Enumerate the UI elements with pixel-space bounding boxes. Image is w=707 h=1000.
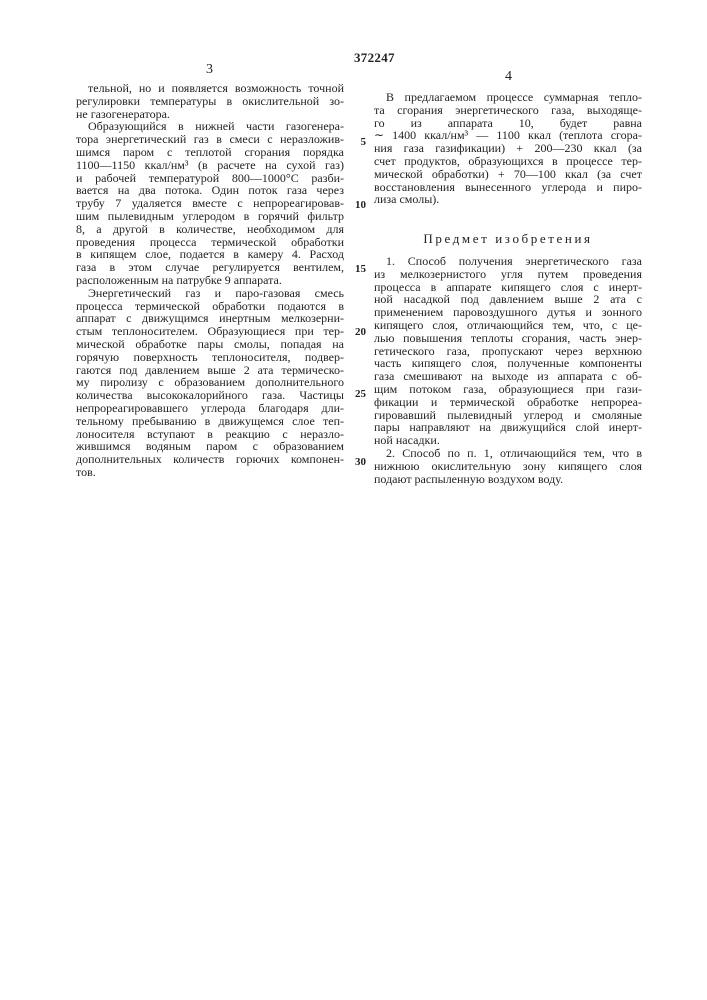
- text-line: Энергетический газ и паро-газовая смесь: [76, 287, 344, 300]
- line-number: 5: [346, 136, 366, 148]
- text-line: подают распыленную воздухом воду.: [374, 473, 642, 486]
- text-line: та сгорания энергетического газа, выходяще-: [374, 104, 642, 117]
- text-line: лью повышения теплоты сгорания, часть энер-: [374, 332, 642, 345]
- patent-number: 372247: [354, 50, 395, 66]
- paragraph: [76, 287, 344, 479]
- text-line: щим потоком газа, образующиеся при гази-: [374, 383, 642, 396]
- text-line: горячую поверхность теплоносителя, подвер-: [76, 351, 344, 364]
- text-line: количества высококалорийного газа. Частицы: [76, 389, 344, 402]
- text-line: ния газа газификации) + 200—230 ккал (за: [374, 142, 642, 155]
- line-number: 10: [346, 199, 366, 211]
- text-line: дополнительных количеств горючих компонен-: [76, 453, 344, 466]
- text-line: вается на два потока. Один поток газа через: [76, 184, 344, 197]
- text-line: часть кипящего слоя, полученные компоненты: [374, 357, 642, 370]
- text-line: пары направляют на движущийся слой инерт-: [374, 421, 642, 434]
- text-line: шим пылевидным углеродом в горячий фильтр: [76, 210, 344, 223]
- text-line: Образующийся в нижней части газогенера-: [76, 120, 344, 133]
- left-column: [76, 82, 344, 479]
- text-line: непрореагировавшего углерода благодаря дли-: [76, 402, 344, 415]
- text-line: тов.: [76, 466, 344, 479]
- text-line: ной насадки.: [374, 434, 642, 447]
- text-line: тельной, но и появляется возможность точной: [76, 82, 344, 95]
- text-line: мической обработки) + 70—100 ккал (за счет: [374, 168, 642, 181]
- right-column-description: [374, 91, 642, 206]
- text-line: стым теплоносителем. Образующиеся при тер-: [76, 325, 344, 338]
- text-line: ной насадкой под давлением выше 2 ата с: [374, 293, 642, 306]
- text-line: проведения процесса термической обработки: [76, 236, 344, 249]
- text-line: гаются под давлением выше 2 ата термическо-: [76, 364, 344, 377]
- text-line: не газогенератора.: [76, 108, 344, 121]
- text-line: шимся паром с теплотой сгорания порядка: [76, 146, 344, 159]
- line-number: 20: [346, 326, 366, 338]
- claim: [374, 447, 642, 485]
- text-line: трубу 7 удаляется вместе с непрореагировав-: [76, 197, 344, 210]
- text-line: лоносителя вступают в реакцию с неразло-: [76, 428, 344, 441]
- text-line: фикации и термической обработке непрореа-: [374, 396, 642, 409]
- text-line: газа смешивают на выходе из аппарата с об-: [374, 370, 642, 383]
- text-line: газа в этом случае регулируется вентилем,: [76, 261, 344, 274]
- claims: [374, 255, 642, 485]
- text-line: регулировки температуры в окислительной зо-: [76, 95, 344, 108]
- paragraph: [374, 91, 642, 206]
- text-line: жившимся водяным паром с образованием: [76, 440, 344, 453]
- text-line: го из аппарата 10, будет равна: [374, 117, 642, 130]
- text-line: в кипящем слое, подается в камеру 4. Расход: [76, 248, 344, 261]
- paragraph: [76, 120, 344, 286]
- text-line: мической обработке пары смолы, попадая на: [76, 338, 344, 351]
- text-line: гетического газа, пропускают через верхнюю: [374, 345, 642, 358]
- text-line: процесса термической обработки подаются в: [76, 300, 344, 313]
- text-line: нижнюю окислительную зону кипящего слоя: [374, 460, 642, 473]
- text-line: 8, а другой в количестве, необходимом для: [76, 223, 344, 236]
- text-line: применением паровоздушного дутья и зонного: [374, 306, 642, 319]
- page-number-left: 3: [206, 62, 213, 78]
- text-line: восстановления вынесенного углерода и пиро-: [374, 181, 642, 194]
- text-line: В предлагаемом процессе суммарная тепло-: [374, 91, 642, 104]
- text-line: му пиролизу с образованием дополнительного: [76, 376, 344, 389]
- text-line: процесса в аппарате кипящего слоя с инерт-: [374, 281, 642, 294]
- page-number-right: 4: [505, 69, 512, 85]
- text-line: гировавший пылевидный углерод и смоляные: [374, 409, 642, 422]
- text-line: 2. Способ по п. 1, отличающийся тем, что в: [374, 447, 642, 460]
- text-line: счет продуктов, образующихся в процессе тер-: [374, 155, 642, 168]
- text-line: 1100—1150 ккал/нм³ (в расчете на сухой газ): [76, 159, 344, 172]
- text-line: расположенным на патрубке 9 аппарата.: [76, 274, 344, 287]
- text-line: лиза смолы).: [374, 193, 642, 206]
- line-number: 25: [346, 388, 366, 400]
- text-line: тельному пребыванию в движущемся слое теп-: [76, 415, 344, 428]
- claim: [374, 255, 642, 447]
- paragraph: [76, 82, 344, 120]
- text-line: ∼ 1400 ккал/нм³ — 1100 ккал (теплота сгора-: [374, 129, 642, 142]
- text-line: кипящего слоя, отличающийся тем, что, с це-: [374, 319, 642, 332]
- text-line: аппарат с движущимся инертным мелкозерни-: [76, 312, 344, 325]
- line-number: 15: [346, 263, 366, 275]
- claims-heading: Предмет изобретения: [374, 231, 642, 247]
- text-line: тора энергетический газ в смеси с неразложив-: [76, 133, 344, 146]
- text-line: из мелкозернистого угля путем проведения: [374, 268, 642, 281]
- text-line: и рабочей температурой 800—1000°С разби-: [76, 172, 344, 185]
- text-line: 1. Способ получения энергетического газа: [374, 255, 642, 268]
- line-number: 30: [346, 456, 366, 468]
